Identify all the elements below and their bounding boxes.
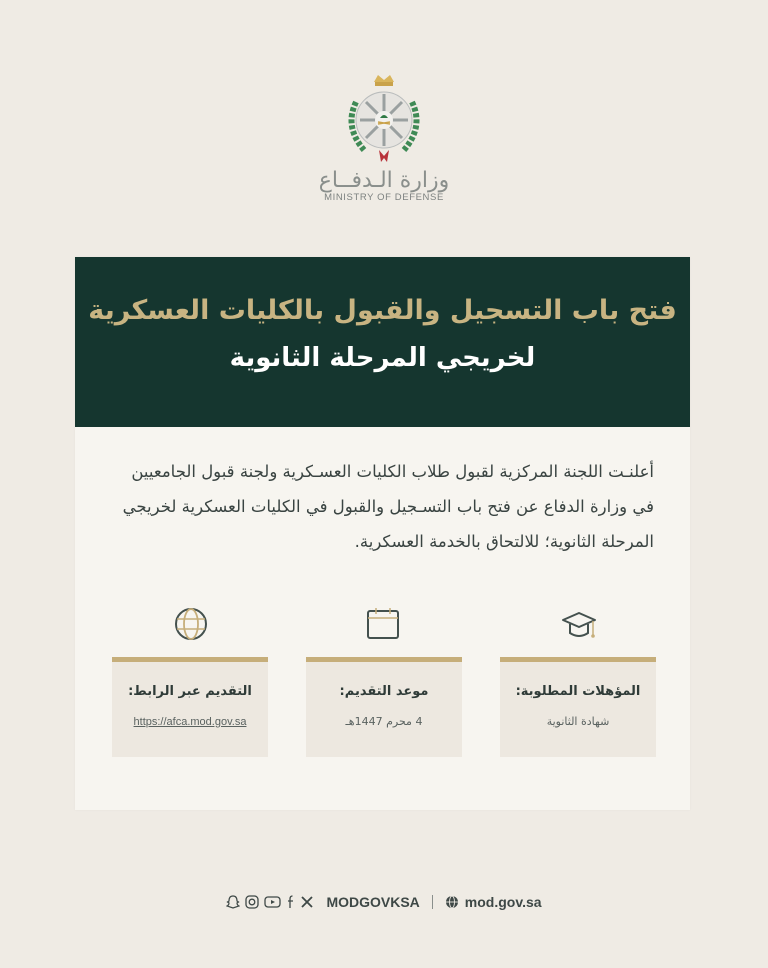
ministry-emblem-icon bbox=[334, 72, 434, 164]
announcement-header bbox=[75, 257, 690, 427]
instagram-icon[interactable] bbox=[245, 895, 259, 909]
youtube-icon[interactable] bbox=[264, 895, 281, 909]
ministry-name-arabic: وزارة الـدفــاع bbox=[318, 168, 450, 193]
calendar-icon bbox=[365, 606, 401, 642]
social-icons bbox=[226, 895, 314, 909]
deadline-card bbox=[306, 657, 462, 757]
apply-link-label: التقديم عبر الرابط: bbox=[128, 684, 252, 699]
qualifications-value: شهادة الثانوية bbox=[546, 715, 610, 728]
announcement-text: أعلنـت اللجنة المركزية لقبول طلاب الكليات العسـكرية ولجنة قبول الجامعيين في وزارة الدفاع عن فتح باب التسـجيل والقبول في الكليات العسكرية لخريجي المرحلة الثانوية؛ للالتحاق بالخدمة العسكرية. bbox=[122, 462, 654, 551]
headline-subtitle: لخريجي المرحلة الثانوية bbox=[229, 343, 536, 373]
snapchat-icon[interactable] bbox=[226, 895, 240, 909]
headline-title: فتح باب التسجيل والقبول بالكليات العسكرية bbox=[88, 295, 677, 326]
deadline-label: موعد التقديم: bbox=[339, 684, 429, 699]
social-handle[interactable]: MODGOVKSA bbox=[326, 894, 420, 910]
apply-link[interactable]: https://afca.mod.gov.sa bbox=[133, 716, 247, 728]
deadline-value: 4 محرم 1447هـ bbox=[345, 715, 423, 728]
apply-link-card bbox=[112, 657, 268, 757]
ministry-name-english: MINISTRY OF DEFENSE bbox=[324, 192, 444, 203]
qualifications-label: المؤهلات المطلوبة: bbox=[515, 684, 641, 699]
facebook-icon[interactable] bbox=[286, 895, 295, 909]
website-link[interactable]: mod.gov.sa bbox=[464, 894, 542, 910]
globe-icon bbox=[173, 606, 209, 642]
footer bbox=[0, 891, 768, 913]
announcement-panel bbox=[75, 257, 690, 810]
qualifications-card bbox=[500, 657, 656, 757]
graduation-cap-icon bbox=[561, 608, 597, 644]
footer-divider bbox=[432, 895, 433, 909]
x-icon[interactable] bbox=[300, 895, 314, 909]
globe-icon bbox=[445, 895, 459, 909]
